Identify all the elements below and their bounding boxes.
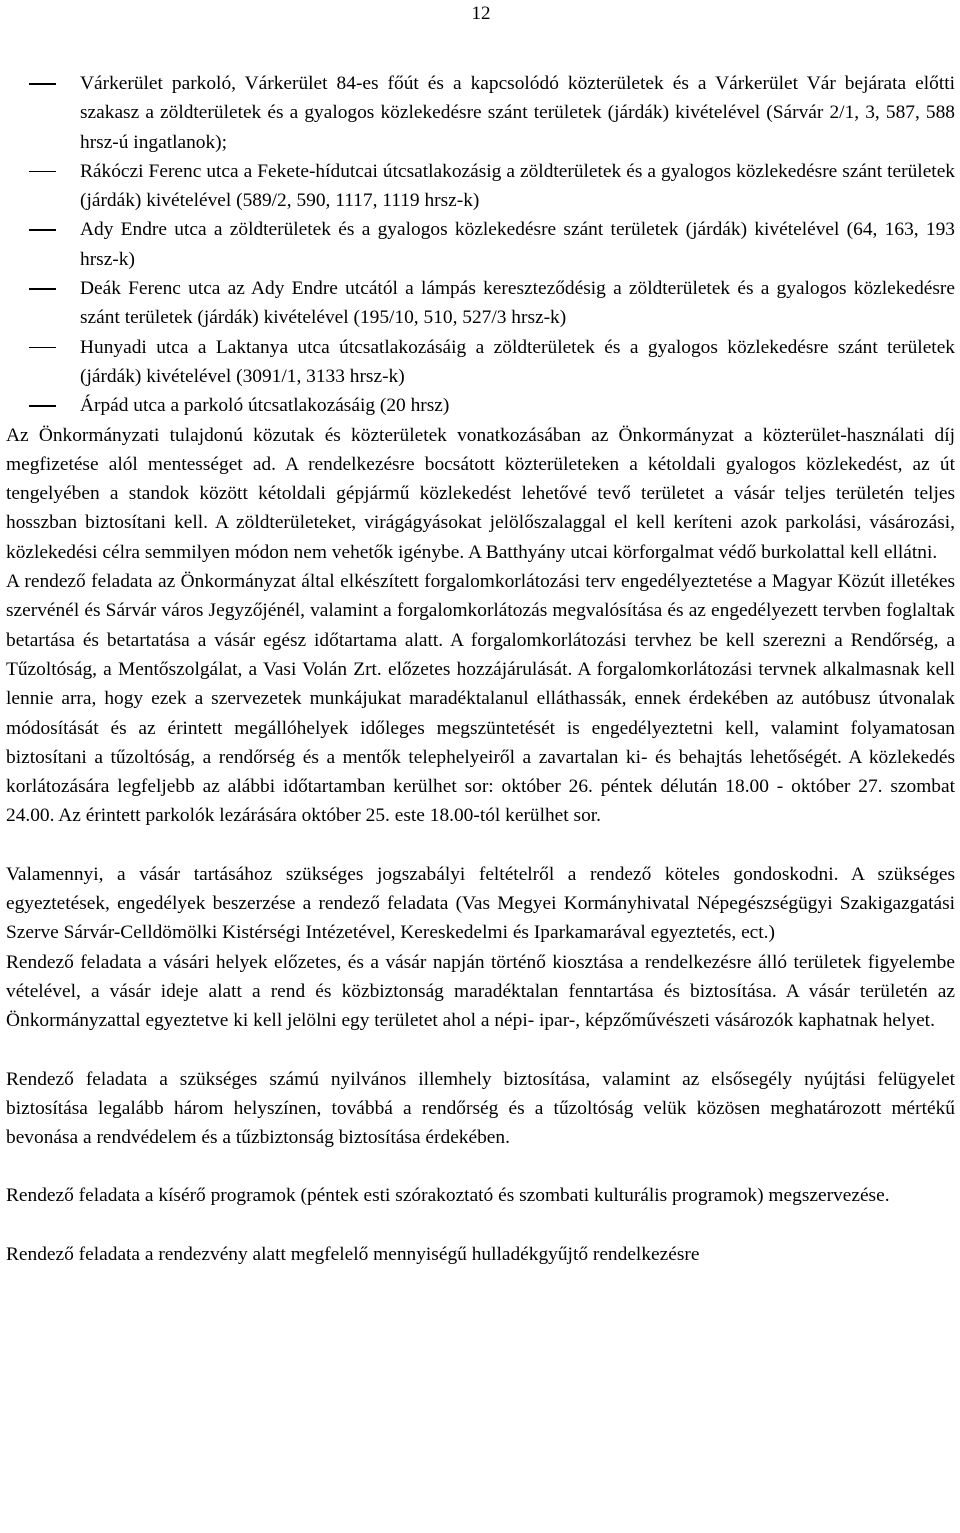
- dash-bullet-icon: [29, 288, 56, 290]
- document-body: [6, 69, 955, 1269]
- dash-bullet-icon: [29, 83, 56, 85]
- dash-bullet-icon: [29, 347, 56, 349]
- list-item: [6, 69, 955, 157]
- list-item: [6, 333, 955, 392]
- paragraph-legal-conditions: Valamennyi, a vásár tartásához szükséges jogszabályi feltételről a rendező köteles gondoskodni. A szükséges egyeztetések, engedélyek beszerzése a rendező feladata (Vas Megyei Kormányhivatal Népegészségügyi Szakigazgatási Szerve Sárvár-Celldömölki Kistérségi Intézetével, Kereskedelmi és Iparkamarával egyeztetés, ect.): [6, 863, 955, 944]
- list-item: [6, 391, 955, 420]
- paragraph-traffic-plan: A rendező feladata az Önkormányzat által elkészített forgalomkorlátozási terv engedélyeztetése a Magyar Közút illetékes szervénél és Sárvár város Jegyzőjénél, valamint a forgalomkorlátozás megvalósítása és az engedélyezett tervben foglaltak betartása és betartatása a vásár egész időtartama alatt. A forgalomkorlátozási tervhez be kell szerezni a Rendőrség, a Tűzoltóság, a Mentőszolgálat, a Vasi Volán Zrt. előzetes hozzájárulását. A forgalomkorlátozási tervnek alkalmasnak kell lennie arra, hogy ezek a szervezetek munkájukat maradéktalanul elláthassák, ennek érdekében az autóbusz útvonalak módosítását és az érintett megállóhelyek időleges megszüntetését is engedélyeztetni kell, valamint folyamatosan biztosítani a tűzoltóság, a rendőrség és a mentők telephelyeiről a zavartalan ki- és behajtás lehetőségét. A közlekedés korlátozására legfeljebb az alábbi időtartamban kerülhet sor: október 26. péntek délután 18.00 - október 27. szombat 24.00. Az érintett parkolók lezárására október 25. este 18.00-tól kerülhet sor.: [6, 571, 955, 827]
- list-item-text: Rákóczi Ferenc utca a Fekete-hídutcai útcsatlakozásig a zöldterületek és a gyalogos közlekedésre szánt területek (járdák) kivételével (589/2, 590, 1117, 1119 hrsz-k): [80, 160, 955, 212]
- list-item-text: Ady Endre utca a zöldterületek és a gyalogos közlekedésre szánt területek (járdák) kivételével (64, 163, 193 hrsz-k): [80, 219, 955, 270]
- list-item: [6, 274, 955, 333]
- dash-bullet-icon: [29, 405, 56, 407]
- list-item-text: Árpád utca a parkoló útcsatlakozásáig (20 hrsz): [80, 395, 450, 417]
- paragraph-waste-bins: Rendező feladata a rendezvény alatt megfelelő mennyiségű hulladékgyűjtő rendelkezésre: [6, 1243, 700, 1265]
- page-number: 12: [471, 3, 491, 24]
- paragraph-programs: Rendező feladata a kísérő programok (péntek esti szórakoztató és szombati kulturális programok) megszervezése.: [6, 1185, 890, 1207]
- list-item-text: Hunyadi utca a Laktanya utca útcsatlakozásáig a zöldterületek és a gyalogos közlekedésre szánt területek (járdák) kivételével (3091/1, 3133 hrsz-k): [80, 336, 955, 387]
- list-item: [6, 215, 955, 274]
- dash-bullet-icon: [29, 171, 56, 173]
- paragraph-toilets-first-aid: Rendező feladata a szükséges számú nyilvános illemhely biztosítása, valamint az elsősegély nyújtási felügyelet biztosítása legalább három helyszínen, továbbá a rendőrség és a tűzoltóság velük közösen meghatározott mértékű bevonása a rendvédelem és a tűzbiztonság biztosítása érdekében.: [6, 1068, 955, 1149]
- paragraph-vendor-places: Rendező feladata a vásári helyek előzetes, és a vásár napján történő kiosztása a rendelkezésre álló területek figyelembe vételével, a vásár ideje alatt a rend és közbiztonság maradéktalan fenntartása és biztosítása. A vásár területén az Önkormányzattal egyeztetve ki kell jelölni egy területet ahol a népi- ipar-, képzőművészeti vásározók kaphatnak helyet.: [6, 951, 955, 1032]
- dash-bullet-icon: [29, 229, 56, 231]
- paragraph-exemption: Az Önkormányzati tulajdonú közutak és közterületek vonatkozásában az Önkormányzat a közterület-használati díj megfizetése alól mentességet ad. A rendelkezésre bocsátott közterületeken a kétoldali gyalogos közlekedést, az út tengelyében a standok között kétoldali gépjármű közlekedést lehetővé tevő területet a vásár teljes területén teljes hosszban biztosítani kell. A zöldterületeket, virágágyásokat jelölőszalaggal el kell keríteni azok parkolási, vásározási, közlekedési célra semmilyen módon nem vehetők igénybe. A Batthyány utcai körforgalmat védő burkolattal kell ellátni.: [6, 424, 955, 563]
- list-item: [6, 157, 955, 216]
- list-item-text: Deák Ferenc utca az Ady Endre utcától a lámpás kereszteződésig a zöldterületek és a gyalogos közlekedésre szánt területek (járdák) kivételével (195/10, 510, 527/3 hrsz-k): [80, 278, 955, 329]
- list-item-text: Várkerület parkoló, Várkerület 84-es főút és a kapcsolódó közterületek és a Várkerület Vár bejárata előtti szakasz a zöldterületek és a gyalogos közlekedésre szánt területek (járdák) kivételével (Sárvár 2/1, 3, 587, 588 hrsz-ú ingatlanok);: [80, 73, 955, 153]
- street-list: [6, 69, 955, 421]
